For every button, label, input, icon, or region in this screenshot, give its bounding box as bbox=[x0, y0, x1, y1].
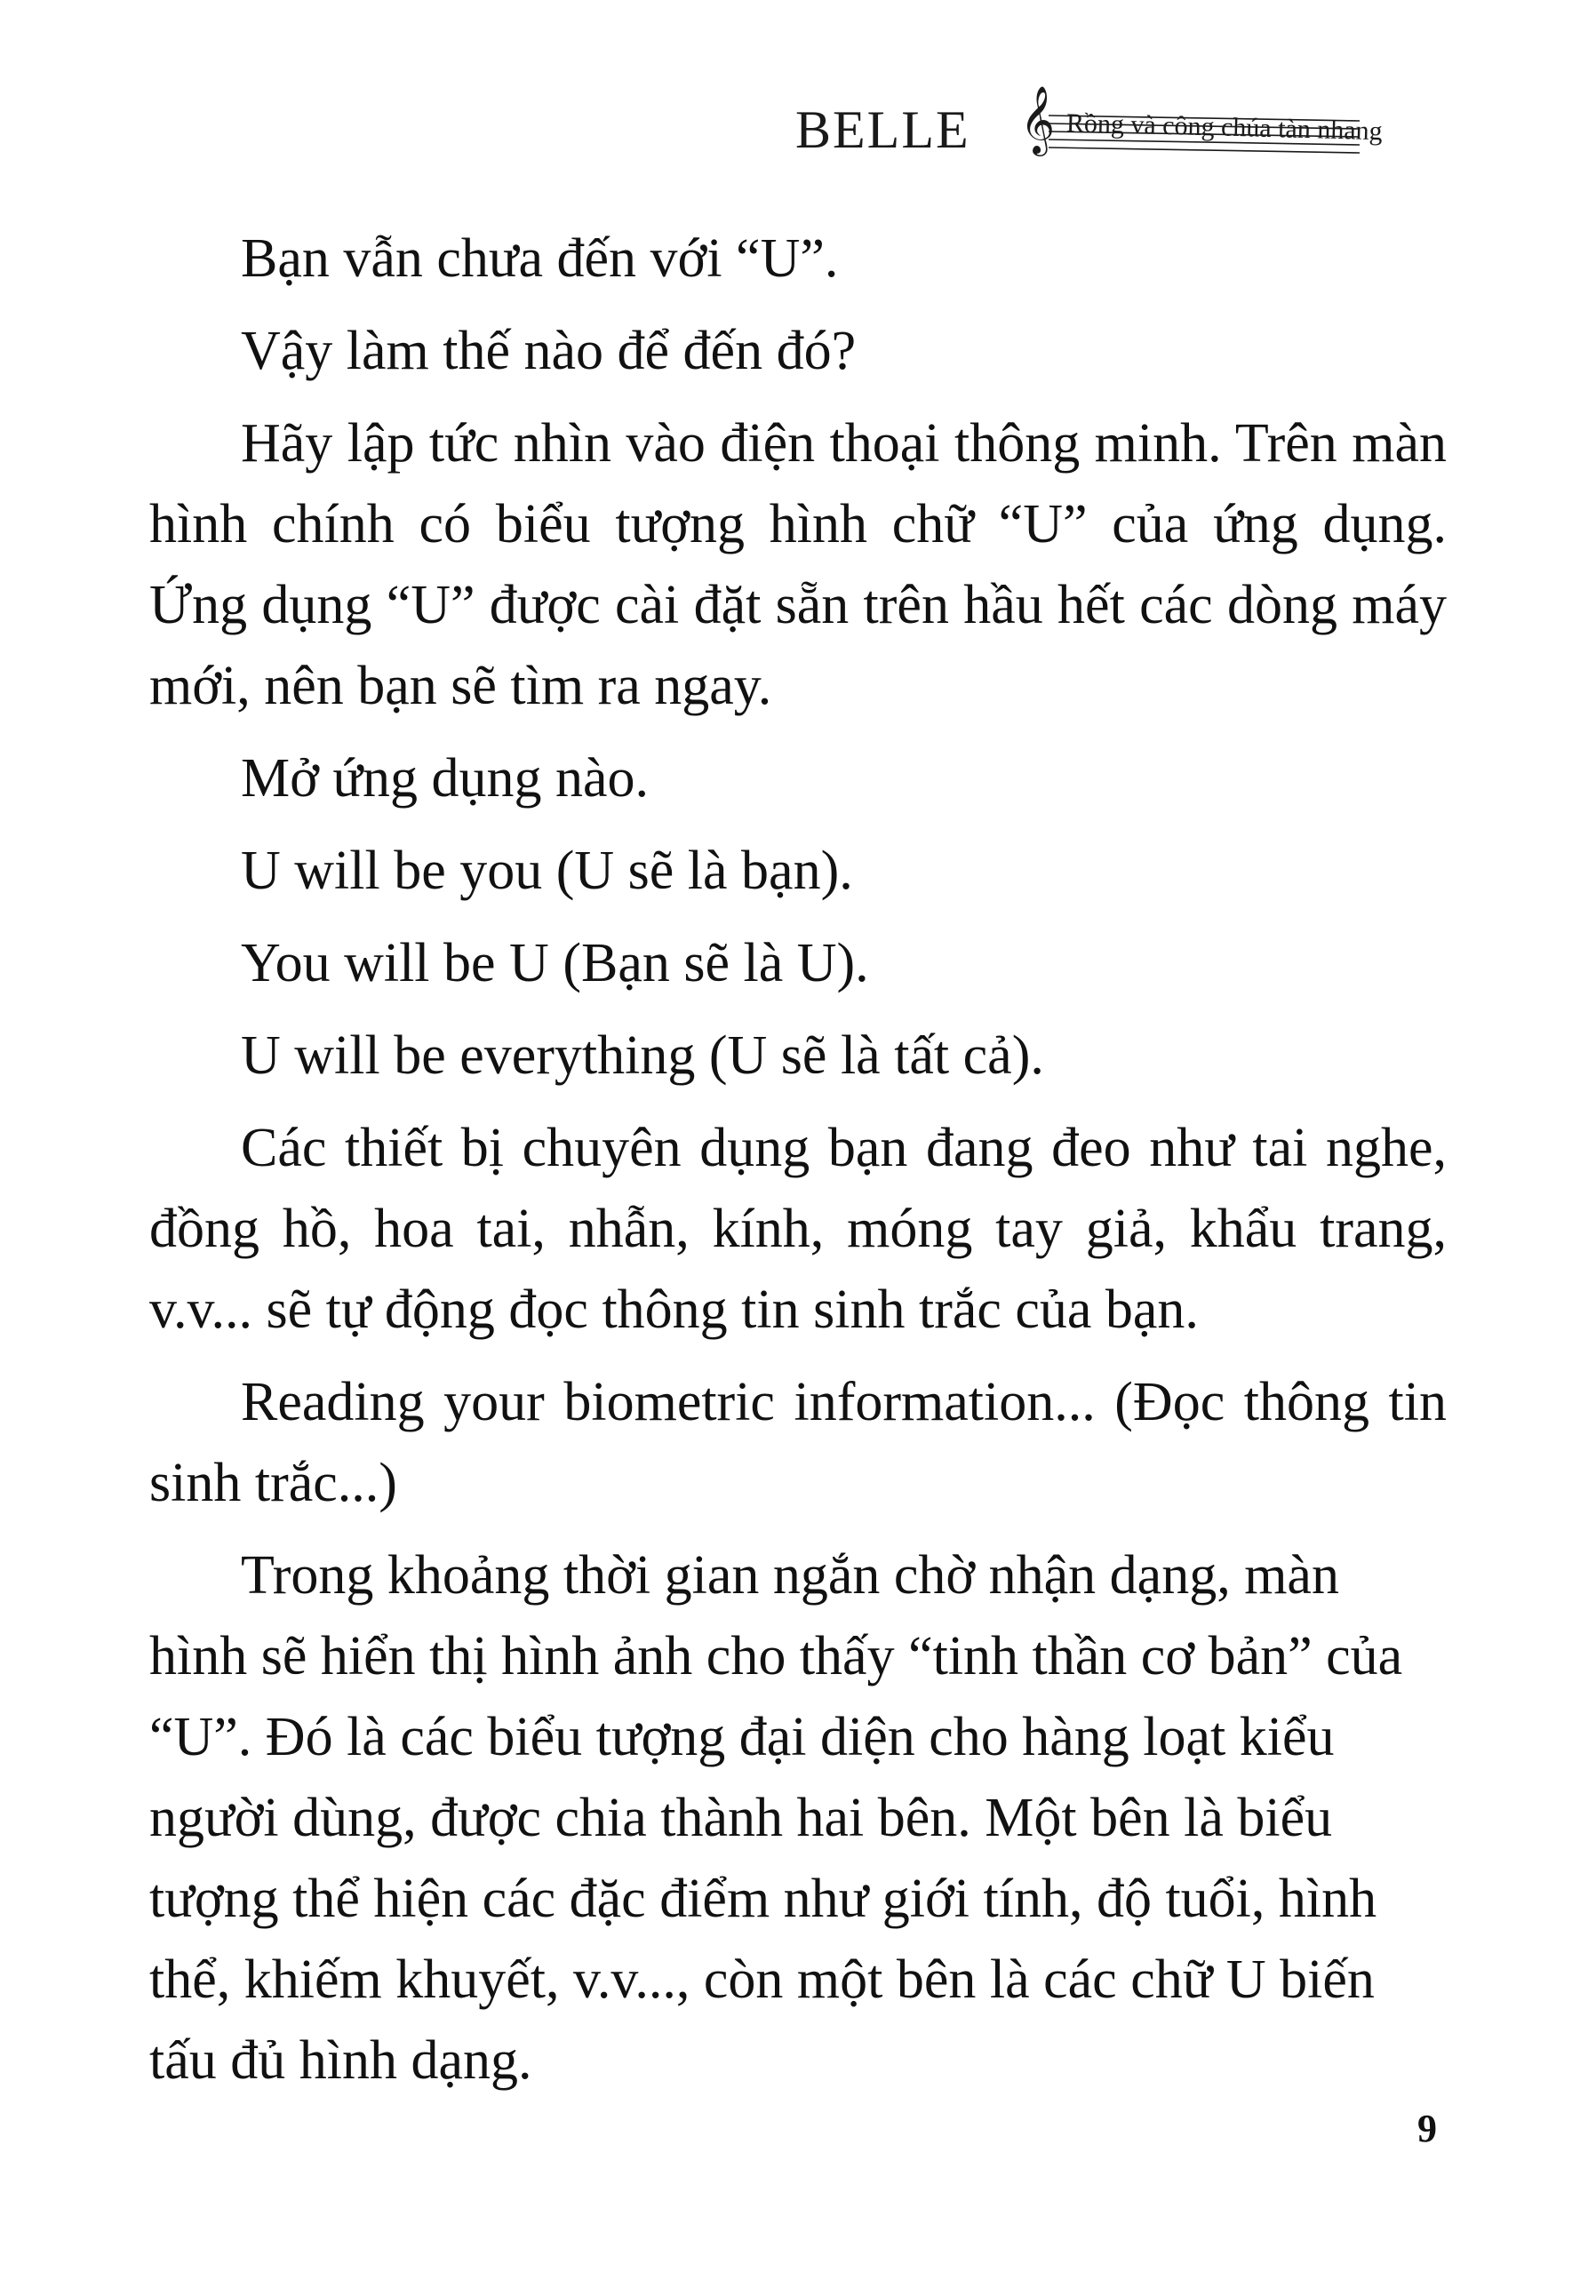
paragraph: You will be U (Bạn sẽ là U). bbox=[241, 933, 869, 993]
running-header bbox=[782, 73, 1466, 171]
paragraph: Bạn vẫn chưa đến với “U”. bbox=[241, 228, 839, 289]
page-number: 9 bbox=[1417, 2107, 1437, 2150]
paragraph: Vậy làm thế nào để đến đó? bbox=[241, 321, 857, 381]
paragraph: Hãy lập tức nhìn vào điện thoại thông minh. Trên màn hình chính có biểu tượng hình chữ “U” của ứng dụng. Ứng dụng “U” được cài đặt sẵn trên hầu hết các dòng máy mới, nên bạn sẽ tìm ra ngay. bbox=[149, 413, 1447, 716]
body-text bbox=[149, 219, 1447, 2113]
book-subtitle: Rồng và công chúa tàn nhang bbox=[1065, 108, 1384, 147]
paragraph: Reading your biometric information... (Đọc thông tin sinh trắc...) bbox=[149, 1372, 1447, 1513]
treble-clef-icon: 𝄞 bbox=[1020, 85, 1056, 154]
paragraph: U will be everything (U sẽ là tất cả). bbox=[241, 1025, 1044, 1086]
paragraph: Mở ứng dụng nào. bbox=[241, 748, 650, 809]
paragraph: U will be you (U sẽ là bạn). bbox=[241, 841, 853, 901]
paragraph: Các thiết bị chuyên dụng bạn đang đeo như tai nghe, đồng hồ, hoa tai, nhẫn, kính, móng tay giả, khẩu trang, v.v... sẽ tự động đọc thông tin sinh trắc của bạn. bbox=[149, 1118, 1447, 1340]
book-title: BELLE bbox=[795, 100, 970, 159]
paragraph: Trong khoảng thời gian ngắn chờ nhận dạng, màn hình sẽ hiển thị hình ảnh cho thấy “tinh thần cơ bản” của “U”. Đó là các biểu tượng đại diện cho hàng loạt kiểu người dùng, được chia thành hai bên. Một bên là biểu tượng thể hiện các đặc điểm như giới tính, độ tuổi, hình thể, khiếm khuyết, v.v..., còn một bên là các chữ U biến tấu đủ hình dạng. bbox=[149, 1545, 1403, 2091]
